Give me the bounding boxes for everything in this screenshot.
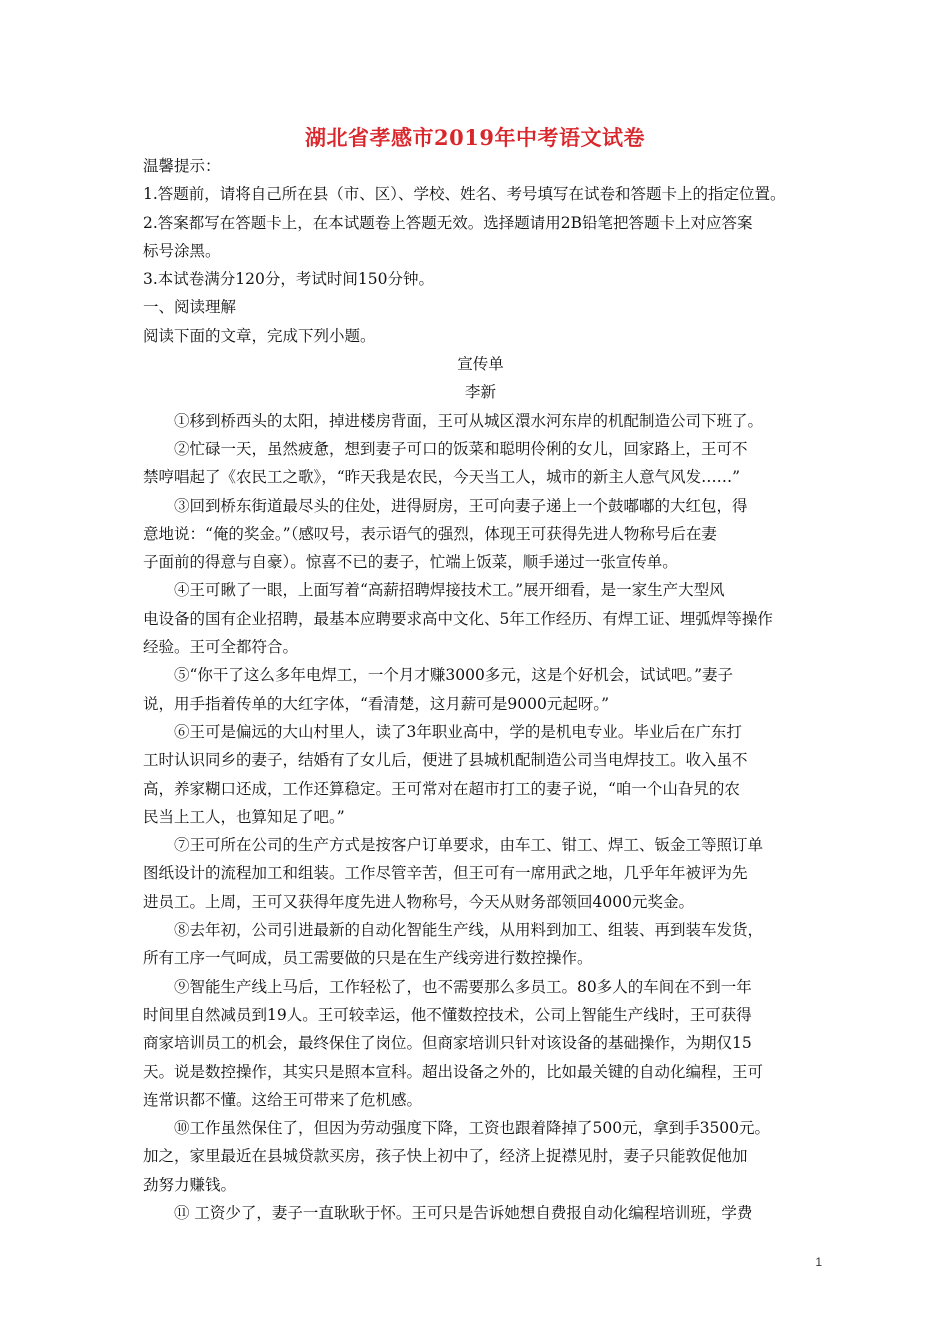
notice-item-2-continued: 标号涂黑。: [143, 241, 221, 260]
document-body: [143, 152, 818, 1227]
article-line: ⑩工作虽然保住了，但因为劳动强度下降，工资也跟着降掉了500元，拿到手3500元。: [174, 1119, 771, 1138]
article-line: 子面前的得意与自豪）。惊喜不已的妻子，忙端上饭菜，顺手递过一张宣传单。: [143, 553, 678, 572]
article-line: 天。说是数控操作，其实只是照本宣科。超出设备之外的，比如最关键的自动化编程，王可: [143, 1062, 764, 1081]
article-line: 图纸设计的流程加工和组装。工作尽管辛苦，但王可有一席用武之地，几乎年年被评为先: [143, 864, 748, 883]
article-title: 宣传单: [457, 355, 504, 374]
article-line: 意地说：“俺的奖金。”（感叹号，表示语气的强烈，体现王可获得先进人物称号后在妻: [143, 524, 717, 543]
notice-item-1: 1.答题前，请将自己所在县（市、区）、学校、姓名、考号填写在试卷和答题卡上的指定位置。: [143, 185, 786, 204]
article-line: 禁哼唱起了《农民工之歌》，“昨天我是农民，今天当工人，城市的新主人意气风发……”: [143, 468, 741, 487]
document-title: 湖北省孝感市2019年中考语文试卷: [305, 125, 645, 150]
article-line: 民当上工人，也算知足了吧。”: [143, 807, 345, 826]
article-line: ⑪ 工资少了，妻子一直耿耿于怀。王可只是告诉她想自费报自动化编程培训班，学费: [174, 1203, 753, 1222]
article-line: ④王可瞅了一眼，上面写着“高薪招聘焊接技术工。”展开细看，是一家生产大型风: [174, 581, 725, 600]
article-author: 李新: [464, 383, 496, 402]
notice-heading: 温馨提示：: [143, 157, 221, 175]
article-line: ⑥王可是偏远的大山村里人，读了3年职业高中，学的是机电专业。毕业后在广东打: [174, 722, 742, 741]
page-number: 1: [815, 1255, 822, 1269]
article-line: 进员工。上周，王可又获得年度先进人物称号，今天从财务部领回4000元奖金。: [143, 892, 694, 911]
article-line: ⑨智能生产线上马后，工作轻松了，也不需要那么多员工。80多人的车间在不到一年: [174, 977, 752, 996]
article-line: 电设备的国有企业招聘，最基本应聘要求高中文化、5年工作经历、有焊工证、埋弧焊等操作: [143, 609, 773, 628]
article-line: 说，用手指着传单的大红字体，“看清楚，这月薪可是9000元起呀。”: [143, 694, 610, 713]
article-line: 所有工序一气呵成，员工需要做的只是在生产线旁进行数控操作。: [143, 949, 593, 968]
article-line: ①移到桥西头的太阳，掉进楼房背面，王可从城区澴水河东岸的机配制造公司下班了。: [174, 411, 764, 430]
article-line: 连常识都不懂。这给王可带来了危机感。: [143, 1090, 423, 1109]
notice-item-3: 3.本试卷满分120分，考试时间150分钟。: [143, 270, 434, 289]
article-line: 商家培训员工的机会，最终保住了岗位。但商家培训只针对该设备的基础操作，为期仅15: [143, 1034, 752, 1053]
article-line: 工时认识同乡的妻子，结婚有了女儿后，便进了县城机配制造公司当电焊技工。收入虽不: [143, 751, 748, 770]
article-line: 加之，家里最近在县城贷款买房，孩子快上初中了，经济上捉襟见肘，妻子只能敦促他加: [143, 1147, 748, 1166]
article-line: ②忙碌一天，虽然疲惫，想到妻子可口的饭菜和聪明伶俐的女儿，回家路上，王可不: [174, 439, 748, 458]
section-heading: 一、阅读理解: [143, 298, 237, 317]
section-instruction: 阅读下面的文章，完成下列小题。: [143, 326, 376, 345]
article-line: ⑤“你干了这么多年电焊工，一个月才赚3000多元，这是个好机会，试试吧。”妻子: [174, 666, 734, 685]
article-body: [143, 407, 818, 1228]
article-line: ⑦王可所在公司的生产方式是按客户订单要求，由车工、钳工、焊工、钣金工等照订单: [174, 836, 764, 855]
article-line: 高，养家糊口还成，工作还算稳定。王可常对在超市打工的妻子说，“咱一个山旮旯的农: [143, 779, 740, 798]
article-line: 时间里自然减员到19人。王可较幸运，他不懂数控技术，公司上智能生产线时，王可获得: [143, 1005, 752, 1024]
article-line: 经验。王可全都符合。: [143, 638, 299, 657]
article-line: ③回到桥东街道最尽头的住处，进得厨房，王可向妻子递上一个鼓嘟嘟的大红包，得: [174, 496, 748, 515]
notice-item-2: 2.答案都写在答题卡上，在本试题卷上答题无效。选择题请用2B铅笔把答题卡上对应答案: [143, 213, 753, 232]
article-line: ⑧去年初，公司引进最新的自动化智能生产线，从用料到加工、组装、再到装车发货，: [174, 921, 764, 940]
article-line: 劲努力赚钱。: [143, 1175, 237, 1194]
